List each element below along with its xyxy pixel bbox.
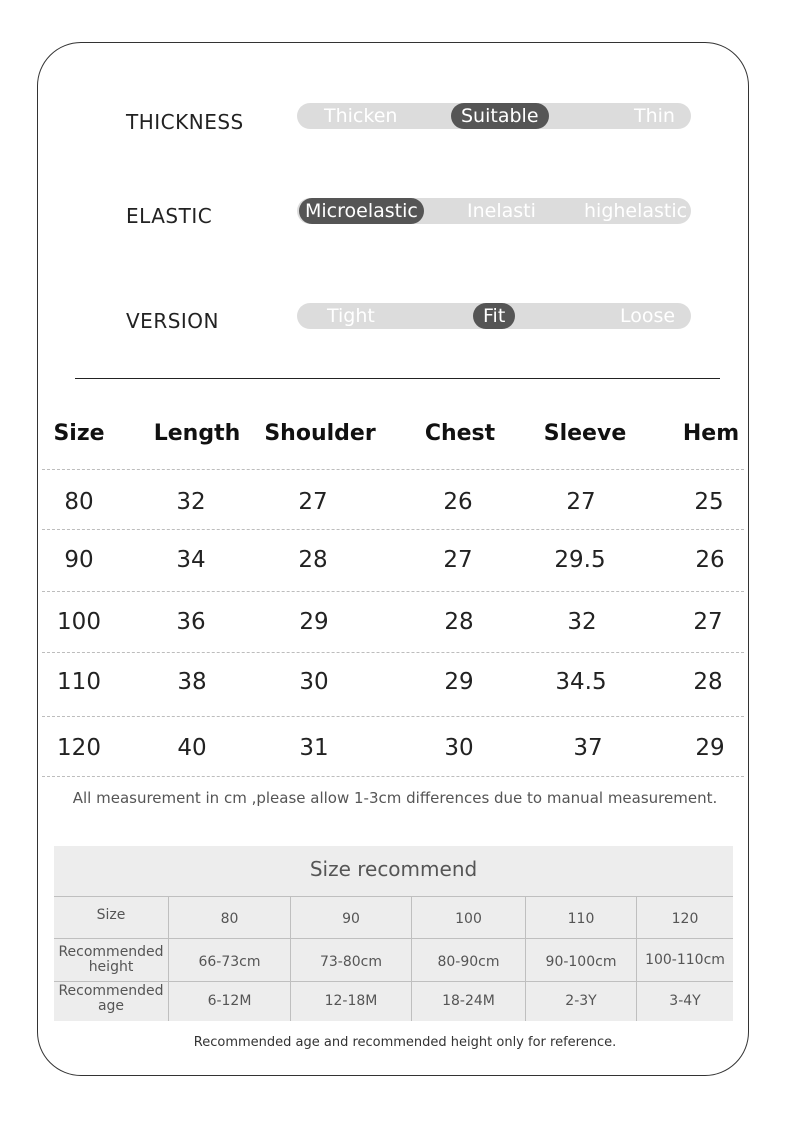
- cell-length: 36: [176, 609, 206, 635]
- option-highelastic: highelastic: [584, 200, 688, 222]
- cell-size: 120: [57, 735, 101, 761]
- cell-size: 90: [64, 547, 94, 573]
- option-tight: Tight: [327, 305, 375, 327]
- size-recommend-table: [54, 846, 733, 1021]
- cell-chest: 30: [444, 735, 474, 761]
- cell-length: 32: [176, 489, 206, 515]
- cell-length: 34: [176, 547, 206, 573]
- attr-label: VERSION: [126, 309, 220, 333]
- rec-cell: 18-24M: [442, 993, 495, 1009]
- cell-chest: 27: [443, 547, 473, 573]
- cell-chest: 28: [444, 609, 474, 635]
- option-suitable-selected: Suitable: [451, 103, 549, 129]
- cell-sleeve: 37: [573, 735, 603, 761]
- attr-label: ELASTIC: [126, 204, 213, 228]
- rec-cell: 90: [342, 911, 360, 927]
- rec-cell: 100-110cm: [645, 951, 725, 968]
- cell-sleeve: 32: [567, 609, 597, 635]
- attr-scale: [297, 198, 691, 224]
- row-divider: [42, 591, 744, 592]
- option-inelasti: Inelasti: [467, 200, 536, 222]
- rec-cell: 3-4Y: [669, 993, 701, 1009]
- measurement-note: All measurement in cm ,please allow 1-3cm differences due to manual measurement.: [72, 789, 718, 807]
- rec-cell: 120: [671, 911, 699, 927]
- cell-size: 100: [57, 609, 101, 635]
- rec-cell: 90-100cm: [545, 953, 617, 970]
- rec-cell: 12-18M: [324, 993, 378, 1009]
- cell-shoulder: 31: [299, 735, 329, 761]
- rec-cell: 100: [455, 911, 482, 927]
- row-divider: [42, 716, 744, 717]
- cell-sleeve: 34.5: [555, 669, 607, 695]
- row-divider: [42, 469, 744, 470]
- header-sleeve: Sleeve: [543, 421, 627, 446]
- option-microelastic-selected: Microelastic: [299, 198, 424, 224]
- option-fit-selected: Fit: [473, 303, 515, 329]
- row-divider: [42, 529, 744, 530]
- header-chest: Chest: [424, 421, 496, 446]
- option-thin: Thin: [634, 105, 675, 127]
- cell-size: 110: [57, 669, 101, 695]
- rec-cell: 80: [220, 911, 239, 927]
- cell-hem: 26: [695, 547, 725, 573]
- option-thicken: Thicken: [324, 105, 398, 127]
- cell-shoulder: 29: [299, 609, 329, 635]
- attr-scale: [297, 303, 691, 329]
- row-label-height: Recommended height: [58, 944, 164, 975]
- cell-length: 38: [177, 669, 207, 695]
- cell-hem: 27: [693, 609, 723, 635]
- cell-size: 80: [64, 489, 94, 515]
- attr-scale: [297, 103, 691, 129]
- cell-length: 40: [177, 735, 207, 761]
- header-shoulder: Shoulder: [264, 421, 376, 446]
- cell-sleeve: 29.5: [554, 547, 606, 573]
- rec-cell: 2-3Y: [565, 993, 597, 1009]
- row-label-age: Recommended age: [58, 983, 164, 1014]
- header-length: Length: [153, 421, 241, 446]
- row-label-size: Size: [96, 906, 126, 923]
- row-divider: [42, 776, 744, 777]
- rec-cell: 73-80cm: [319, 953, 382, 970]
- row-divider: [42, 652, 744, 653]
- option-loose: Loose: [620, 305, 676, 327]
- header-hem: Hem: [682, 421, 740, 446]
- reference-footnote: Recommended age and recommended height only for reference.: [193, 1035, 617, 1050]
- cell-shoulder: 28: [298, 547, 328, 573]
- rec-cell: 80-90cm: [437, 953, 500, 970]
- cell-hem: 29: [695, 735, 725, 761]
- cell-hem: 25: [694, 489, 724, 515]
- recommend-title: Size recommend: [309, 857, 478, 881]
- cell-chest: 26: [443, 489, 473, 515]
- header-size: Size: [53, 421, 105, 446]
- rec-cell: 6-12M: [207, 993, 252, 1009]
- rec-cell: 110: [567, 911, 595, 927]
- rec-cell: 66-73cm: [198, 953, 261, 970]
- cell-shoulder: 27: [298, 489, 328, 515]
- cell-sleeve: 27: [566, 489, 596, 515]
- cell-shoulder: 30: [299, 669, 329, 695]
- attr-label: THICKNESS: [126, 110, 244, 134]
- section-divider: [75, 378, 720, 379]
- cell-hem: 28: [693, 669, 723, 695]
- cell-chest: 29: [444, 669, 474, 695]
